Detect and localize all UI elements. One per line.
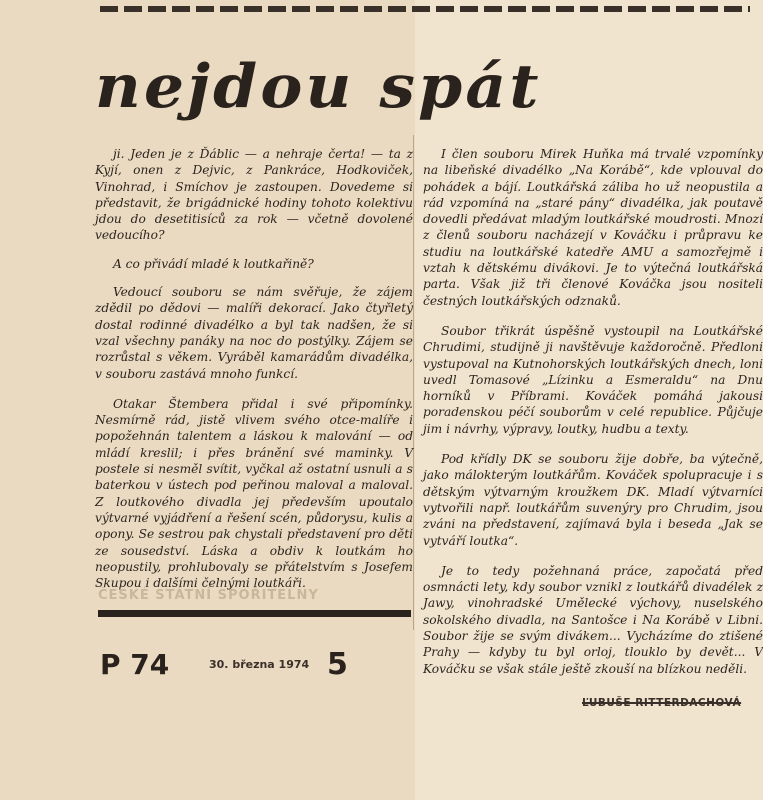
paragraph: Pod křídly DK se souboru žije dobře, ba výtečně, jako málokterým loutkářům. Kováček spolupracuje i s dětským výtvarným kroužkem DK. Mladí výtvarníci vytvořili např. loutkářům suvenýry pro Chrudim, jsou zváni na představení, zajímavá byla i beseda „Jak se vytváří loutka“. — [423, 452, 763, 548]
article-headline: nejdou spát — [95, 52, 542, 122]
paragraph: I člen souboru Mirek Huňka má trvalé vzpomínky na libeňské divadélko „Na Korábě“, kde vplouval do pohádek a bájí. Loutkářská záliba ho už neopustila a rád vzpomíná na „staré pány“ divadélka, jak poutavě dovedli předávat mladým loutkářské moudrosti. Mnozí z členů souboru nacházejí v Kováčku i průpravu ke studiu na loutkářské katedře AMU a samozřejmě i vztah k dětskému divákovi. Je to výtečná loutkářská parta. Však již tři členové Kováčka jsou nositeli čestných loutkářských odznaků. — [423, 147, 763, 308]
issue-date: 30. března 1974 — [209, 658, 310, 671]
paragraph: Je to tedy požehnaná práce, započatá před osmnácti lety, kdy soubor vznikl z loutkářů divadélek z Jawy, vinohradské Umělecké výchovy, nuselského sokolského divadla, na Santošce i Na Korábě v Libni. Soubor žije se svým divákem... Vycházíme do ztišené Prahy — kdyby tu byl orloj, tlouklo by devět... V Kováčku se však stále ještě zkouší na blízkou neděli. — [423, 563, 763, 676]
issue-number: P 74 — [100, 648, 170, 681]
author-byline: ĽUBUŠE RITTERDACHOVÁ — [582, 697, 742, 709]
paragraph: ji. Jeden je z Ďáblic — a nehraje čerta! — ta z Kyjí, onen z Dejvic, z Pankráce, Hodkoviček, Vinohrad, i Smíchov je zastoupen. Dovedeme si představit, že brigádnické hodiny tohoto kolektivu jdou do desetitisíců za rok — včetně dovolené vedoucího? — [95, 147, 413, 243]
article-left-column — [95, 146, 413, 591]
paragraph: Vedoucí souboru se nám svěřuje, že zájem zdědil po dědovi — malíři dekorací. Jako čtyřletý dostal rodinné divadélko a byl tak nadšen, že si vzal všechny panáky na noc do postýlky. Zájem se rozrůstal s věkem. Vyráběl kamarádům divadélka, v souboru zastává mnoho funkcí. — [95, 285, 413, 381]
paragraph: A co přivádí mladé k loutkařině? — [113, 256, 314, 271]
top-dashed-rule — [100, 6, 750, 12]
footer-rule — [98, 610, 411, 617]
article-right-column — [423, 146, 763, 677]
column-divider — [413, 135, 414, 630]
paragraph: Otakar Štembera přidal i své připomínky. Nesmírně rád, jistě vlivem svého otce-malíře i popožehnán talentem a láskou k malování — od mládí kreslil; i přes bránění své maminky. V postele si nesměl svítit, vyčkal až ostatní usnuli a s baterkou v ústech pod peřinou maloval a maloval. Z loutkového divadla jej především upoutalo výtvarné vyjádření a řešení scén, půdorysu, kulis a opony. Se sestrou pak chystali představení pro děti ze sousedství. Láska a obdiv k loutkám ho neopustily, prohlubovaly se přátelstvím s Josefem Skupou i dalšími čelnými loutkáři. — [95, 396, 413, 591]
page-number: 5 — [327, 647, 348, 682]
paragraph: Soubor třikrát úspěšně vystoupil na Loutkářské Chrudimi, studijně ji navštěvuje každoročně. Předloni vystupoval na Kutnohorských loutkářských dnech, loni uvedl Tomasové „Lízinku a Esmeraldu“ na Dnu horníků v Příbrami. Kováček pomáhá jakousi poradenskou péčí souborům v celé republice. Půjčuje jim i návrhy, výpravy, loutky, hudbu a texty. — [423, 323, 763, 436]
bleed-through-text: ČESKÉ STÁTNÍ SPOŘITELNY — [98, 588, 319, 603]
